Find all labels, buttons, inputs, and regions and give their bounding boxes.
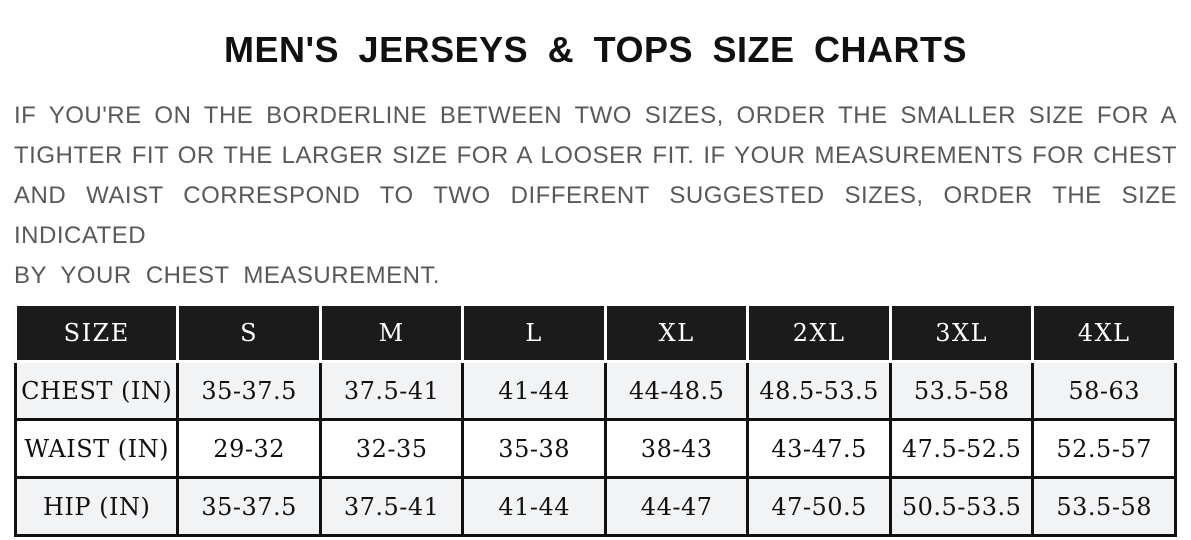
cell-waist-s: 29-32 — [178, 420, 321, 478]
cell-hip-l: 41-44 — [463, 478, 606, 536]
header-cell-xl: XL — [605, 305, 748, 362]
cell-waist-2xl: 43-47.5 — [748, 420, 891, 478]
header-cell-size: SIZE — [16, 305, 178, 362]
cell-chest-m: 37.5-41 — [320, 362, 463, 420]
intro-line-1: IF YOU'RE ON THE BORDERLINE BETWEEN TWO SIZES, ORDER THE SMALLER SIZE FOR A — [14, 102, 1177, 129]
table-row-hip — [16, 478, 1176, 536]
cell-chest-l: 41-44 — [463, 362, 606, 420]
row-label-hip: HIP (IN) — [16, 478, 178, 536]
cell-chest-xl: 44-48.5 — [605, 362, 748, 420]
cell-hip-m: 37.5-41 — [320, 478, 463, 536]
page-container — [0, 30, 1191, 537]
table-row-waist — [16, 420, 1176, 478]
cell-waist-l: 35-38 — [463, 420, 606, 478]
cell-hip-2xl: 47-50.5 — [748, 478, 891, 536]
cell-hip-3xl: 50.5-53.5 — [890, 478, 1033, 536]
header-cell-3xl: 3XL — [890, 305, 1033, 362]
header-cell-s: S — [178, 305, 321, 362]
cell-waist-4xl: 52.5-57 — [1033, 420, 1176, 478]
cell-hip-4xl: 53.5-58 — [1033, 478, 1176, 536]
cell-chest-3xl: 53.5-58 — [890, 362, 1033, 420]
cell-chest-4xl: 58-63 — [1033, 362, 1176, 420]
cell-chest-2xl: 48.5-53.5 — [748, 362, 891, 420]
cell-hip-s: 35-37.5 — [178, 478, 321, 536]
page-title: MEN'S JERSEYS & TOPS SIZE CHARTS — [223, 29, 968, 70]
cell-chest-s: 35-37.5 — [178, 362, 321, 420]
intro-paragraph — [14, 96, 1177, 296]
table-header-row — [16, 305, 1176, 362]
cell-waist-m: 32-35 — [320, 420, 463, 478]
header-cell-4xl: 4XL — [1033, 305, 1176, 362]
cell-waist-3xl: 47.5-52.5 — [890, 420, 1033, 478]
header-cell-m: M — [320, 305, 463, 362]
table-row-chest — [16, 362, 1176, 420]
intro-line-2: TIGHTER FIT OR THE LARGER SIZE FOR A LOOSER FIT. IF YOUR MEASUREMENTS FOR CHEST — [14, 142, 1177, 169]
row-label-waist: WAIST (IN) — [16, 420, 178, 478]
size-chart-table — [14, 303, 1177, 537]
row-label-chest: CHEST (IN) — [16, 362, 178, 420]
cell-waist-xl: 38-43 — [605, 420, 748, 478]
cell-hip-xl: 44-47 — [605, 478, 748, 536]
intro-line-3: AND WAIST CORRESPOND TO TWO DIFFERENT SUGGESTED SIZES, ORDER THE SIZE INDICATED — [14, 182, 1177, 249]
header-cell-2xl: 2XL — [748, 305, 891, 362]
intro-line-4: BY YOUR CHEST MEASUREMENT. — [14, 262, 441, 289]
header-cell-l: L — [463, 305, 606, 362]
